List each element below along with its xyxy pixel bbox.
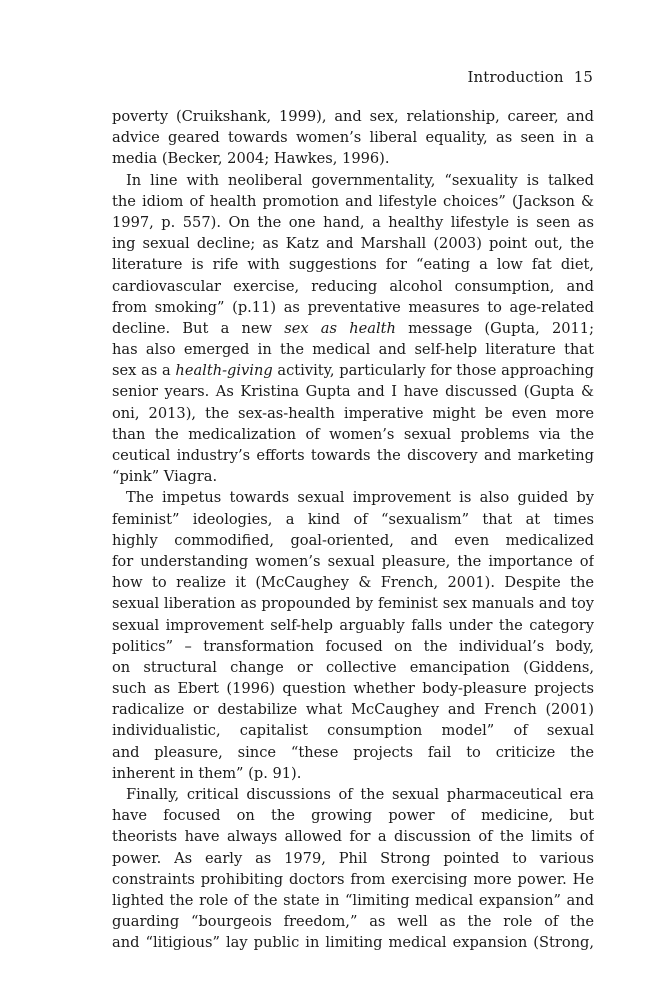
text-line: on structural change or collective emancipation (Giddens, [112,658,594,676]
paragraph [112,106,594,170]
text-line: decline. But a new sex as health message (Gupta, 2011; [112,319,594,337]
text-line: than the medicalization of women’s sexual problems via the [112,425,594,443]
text-line: lighted the role of the state in “limiting medical expansion” and [112,891,594,909]
paragraph [112,487,594,784]
text-line: and “litigious” lay public in limiting medical expansion (Strong, [112,934,594,952]
text-line: politics” – transformation focused on the individual’s body, [112,637,594,655]
body-text [112,106,594,954]
text-line: The impetus towards sexual improvement is also guided by [126,489,594,507]
text-line: power. As early as 1979, Phil Strong pointed to various [112,849,594,867]
paragraph [112,784,594,954]
running-head [468,68,594,86]
text-line: sexual improvement self-help arguably falls under the category [112,616,594,634]
text-line: media (Becker, 2004; Hawkes, 1996). [112,150,390,168]
text-line: has also emerged in the medical and self-help literature that [112,341,594,359]
text-line: oni, 2013), the sex-as-health imperative might be even more [112,404,594,422]
text-line: Finally, critical discussions of the sexual pharmaceutical era [126,786,594,803]
text-line: In line with neoliberal governmentality, “sexuality is talked [126,171,594,189]
text-line: cardiovascular exercise, reducing alcohol consumption, and [112,277,594,295]
text-line: ceutical industry’s efforts towards the discovery and marketing [112,447,594,464]
paragraph [112,170,594,488]
text-line: advice geared towards women’s liberal equality, as seen in a [112,129,594,147]
text-line: highly commodified, goal-oriented, and even medicalized [112,531,594,549]
text-line: and pleasure, since “these projects fail to criticize the [112,743,594,761]
text-line: feminist” ideologies, a kind of “sexualism” that at times [112,510,594,528]
running-head-section: Introduction [467,68,564,86]
text-line: constraints prohibiting doctors from exercising more power. He [112,870,594,888]
text-line: have focused on the growing power of medicine, but [112,807,594,825]
text-line: senior years. As Kristina Gupta and I have discussed (Gupta & [112,383,594,401]
text-line: from smoking” (p.11) as preventative measures to age-related [112,298,594,316]
text-line: such as Ebert (1996) question whether body-pleasure projects [112,680,594,698]
text-line: individualistic, capitalist consumption model” of sexual [112,722,594,740]
text-line: the idiom of health promotion and lifestyle choices” (Jackson & [112,192,594,210]
page-number: 15 [573,68,593,86]
text-line: theorists have always allowed for a discussion of the limits of [112,828,594,846]
text-line: how to realize it (McCaughey & French, 2001). Despite the [112,574,594,592]
text-line: sexual liberation as propounded by feminist sex manuals and toy [112,595,594,613]
text-line: radicalize or destabilize what McCaughey and French (2001) [112,701,594,719]
text-line: guarding “bourgeois freedom,” as well as the role of the [112,913,594,931]
text-line: for understanding women’s sexual pleasure, the importance of [112,552,594,570]
text-line: poverty (Cruikshank, 1999), and sex, relationship, career, and [112,108,594,125]
text-line: ing sexual decline; as Katz and Marshall (2003) point out, the [112,235,594,253]
text-line: 1997, p. 557). On the one hand, a healthy lifestyle is seen as [112,213,594,231]
text-line: sex as a health-giving activity, particularly for those approaching [112,362,594,380]
text-line: literature is rife with suggestions for “eating a low fat diet, [112,256,594,274]
text-line: inherent in them” (p. 91). [112,764,302,782]
text-line: “pink” Viagra. [112,468,218,486]
